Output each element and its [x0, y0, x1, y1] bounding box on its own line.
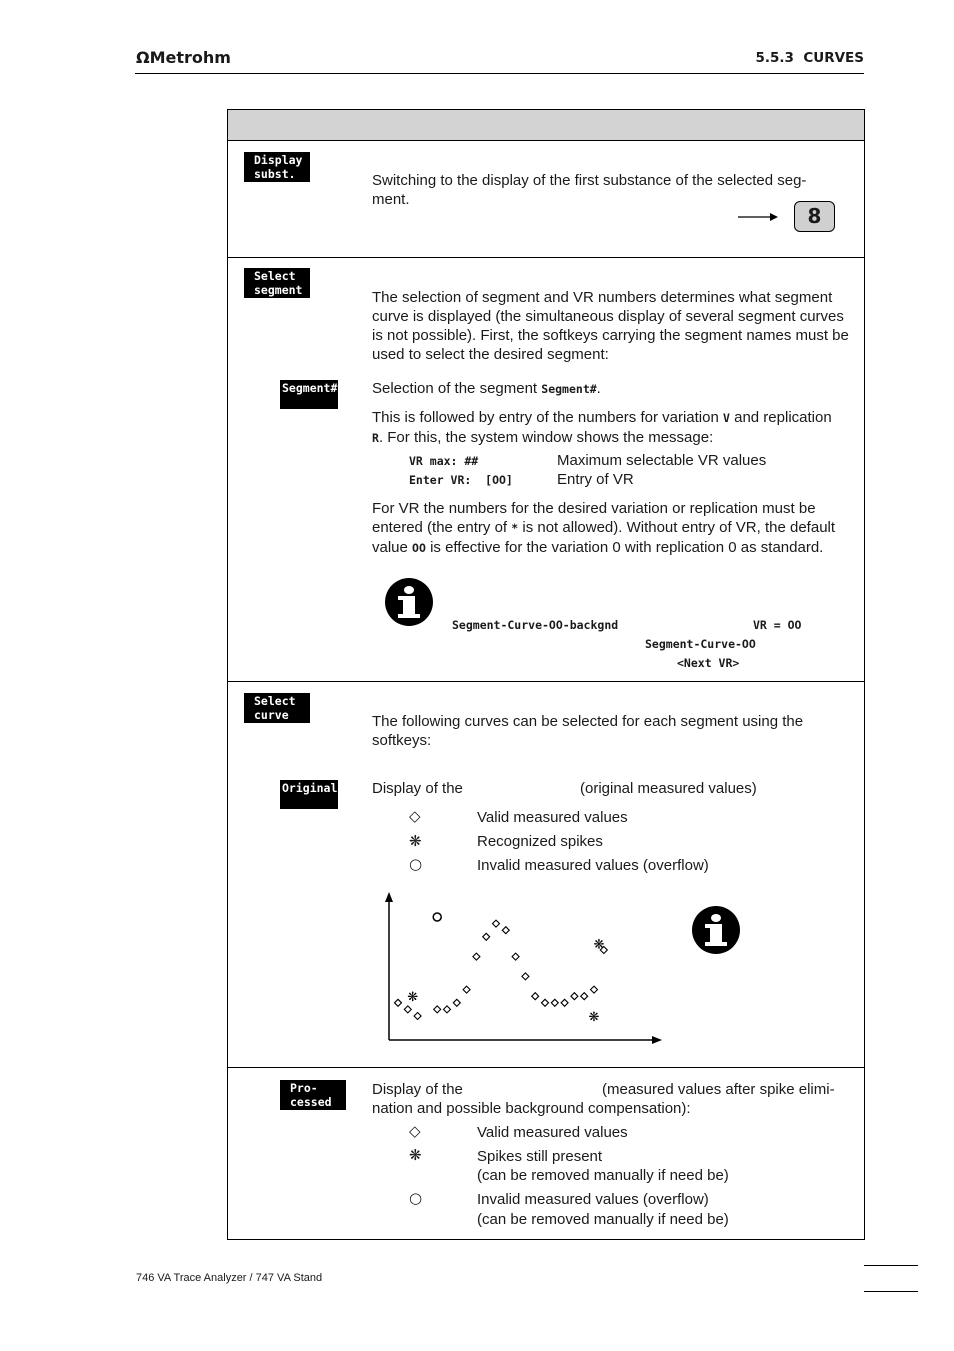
- vr-para-3c: is effective for the variation 0 with replication 0 as standard.: [430, 539, 824, 556]
- valid-point-marker: [404, 1006, 411, 1013]
- asterisk-icon: ❋: [409, 832, 422, 850]
- info-line2: Segment-Curve-OO: [645, 637, 756, 651]
- segment-selection-line: [372, 379, 601, 399]
- valid-point-marker: [542, 999, 549, 1006]
- vr-follow-text: [372, 408, 852, 448]
- spike-point-marker: ❋: [593, 937, 605, 953]
- original-softkey[interactable]: Original: [280, 780, 338, 809]
- valid-point-marker: [502, 927, 509, 934]
- select-segment-intro: The selection of segment and VR numbers determines what segment curve is displayed (the simultaneous display of several segment curves is not possible). First, the softkeys carrying the segment names must be used to select the desired segment:: [372, 289, 849, 363]
- valid-point-marker: [414, 1013, 421, 1020]
- table-header-bar: [228, 110, 864, 141]
- logo-symbol-icon: Ω: [136, 48, 150, 67]
- valid-point-marker: [512, 953, 519, 960]
- valid-point-marker: [453, 999, 460, 1006]
- valid-point-marker: [532, 993, 539, 1000]
- circle-icon: ○: [409, 1189, 423, 1207]
- valid-point-marker: [473, 953, 480, 960]
- diamond-icon: ◇: [409, 1122, 421, 1140]
- info-line1-right: VR = OO: [753, 618, 802, 632]
- asterisk-icon: ❋: [409, 1146, 422, 1164]
- valid-point-marker: [522, 973, 529, 980]
- display-subst-text: Switching to the display of the first substance of the selected seg- ment.: [372, 172, 807, 208]
- asterisk-code: *: [511, 521, 519, 535]
- msg-row1-desc: Maximum selectable VR values: [557, 452, 767, 469]
- invalid-point-marker: [433, 913, 441, 921]
- valid-point-marker: [591, 986, 598, 993]
- legend-spikes-label: Recognized spikes: [477, 833, 603, 850]
- info-icon: [692, 906, 740, 954]
- variation-code: V: [723, 411, 730, 425]
- valid-point-marker: [551, 999, 558, 1006]
- table-frame: [227, 109, 865, 1240]
- valid-point-marker: [561, 999, 568, 1006]
- msg-row1-code: VR max: ##: [409, 454, 479, 468]
- metrohm-logo: [136, 48, 231, 67]
- msg-row2-desc: Entry of VR: [557, 471, 634, 488]
- diamond-icon: ◇: [409, 807, 421, 825]
- info-line3: <Next VR>: [677, 656, 740, 670]
- processed-invalid-label: Invalid measured values (overflow): [477, 1191, 709, 1208]
- processed-text-b: (measured values after spike elimi-: [602, 1081, 835, 1098]
- original-curve-chart: [370, 888, 670, 1048]
- processed-spikes-label: Spikes still present: [477, 1148, 603, 1165]
- footer-rule-top: [864, 1265, 918, 1266]
- vr-default-paragraph: [372, 499, 852, 558]
- key-8-button[interactable]: 8: [794, 201, 835, 232]
- arrow-right-icon: [738, 210, 780, 228]
- segment-number-softkey[interactable]: Segment#: [280, 380, 338, 409]
- original-text-a: Display of the: [372, 780, 463, 797]
- footer-text: 746 VA Trace Analyzer / 747 VA Stand: [136, 1272, 323, 1284]
- row-divider: [228, 681, 864, 682]
- footer-rule-bottom: [864, 1291, 918, 1292]
- logo-text: Metrohm: [149, 48, 231, 67]
- valid-point-marker: [483, 933, 490, 940]
- vr-para-2c: is not allowed). Without entry of VR, the default: [522, 519, 836, 536]
- chart-axes: [385, 892, 662, 1044]
- legend-invalid-label: Invalid measured values (overflow): [477, 857, 709, 874]
- header-rule: [135, 73, 864, 74]
- select-curve-intro: The following curves can be selected for each segment using the softkeys:: [372, 713, 804, 749]
- default-vr-code: OO: [412, 541, 426, 555]
- valid-point-marker: [395, 999, 402, 1006]
- legend-valid-label: Valid measured values: [477, 809, 628, 826]
- processed-valid-label: Valid measured values: [477, 1124, 628, 1141]
- valid-point-marker: [571, 993, 578, 1000]
- segment-selection-text: Selection of the segment: [372, 380, 538, 397]
- msg-row2-code: Enter VR: [OO]: [409, 473, 513, 487]
- replication-code: R: [372, 431, 379, 445]
- segment-selection-end: .: [596, 380, 601, 397]
- select-curve-softkey[interactable]: Select curve: [244, 693, 310, 723]
- info-line1-left: Segment-Curve-OO-backgnd: [452, 618, 619, 632]
- processed-invalid-note: (can be removed manually if need be): [477, 1211, 729, 1228]
- vr-para-2a: entered (the entry of: [372, 519, 508, 536]
- chart-points: [395, 913, 608, 1025]
- spike-point-marker: ❋: [588, 1010, 600, 1025]
- valid-point-marker: [434, 1006, 441, 1013]
- spike-point-marker: ❋: [407, 990, 419, 1006]
- processed-spikes-note: (can be removed manually if need be): [477, 1167, 729, 1184]
- row-divider: [228, 257, 864, 258]
- vr-follow-part1: This is followed by entry of the numbers for variation: [372, 409, 719, 426]
- valid-point-marker: [444, 1006, 451, 1013]
- info-icon: [385, 578, 433, 626]
- circle-icon: ○: [409, 855, 423, 873]
- select-segment-softkey[interactable]: Select segment: [244, 268, 310, 298]
- vr-para-line1: For VR the numbers for the desired variation or replication must be: [372, 500, 816, 517]
- valid-point-marker: [581, 993, 588, 1000]
- vr-para-3a: value: [372, 539, 408, 556]
- vr-follow-part3: . For this, the system window shows the message:: [378, 429, 714, 446]
- section-title: 5.5.3 CURVES: [755, 50, 864, 66]
- original-text-b: (original measured values): [580, 780, 757, 797]
- valid-point-marker: [463, 986, 470, 993]
- processed-text-a: Display of the: [372, 1081, 463, 1098]
- row-divider: [228, 1067, 864, 1068]
- display-subst-softkey[interactable]: Display subst.: [244, 152, 310, 182]
- valid-point-marker: [493, 920, 500, 927]
- processed-softkey[interactable]: Pro- cessed: [280, 1080, 346, 1110]
- processed-text-c: nation and possible background compensation):: [372, 1100, 691, 1117]
- segment-code: Segment#: [541, 382, 597, 396]
- vr-follow-part2: and replication: [734, 409, 832, 426]
